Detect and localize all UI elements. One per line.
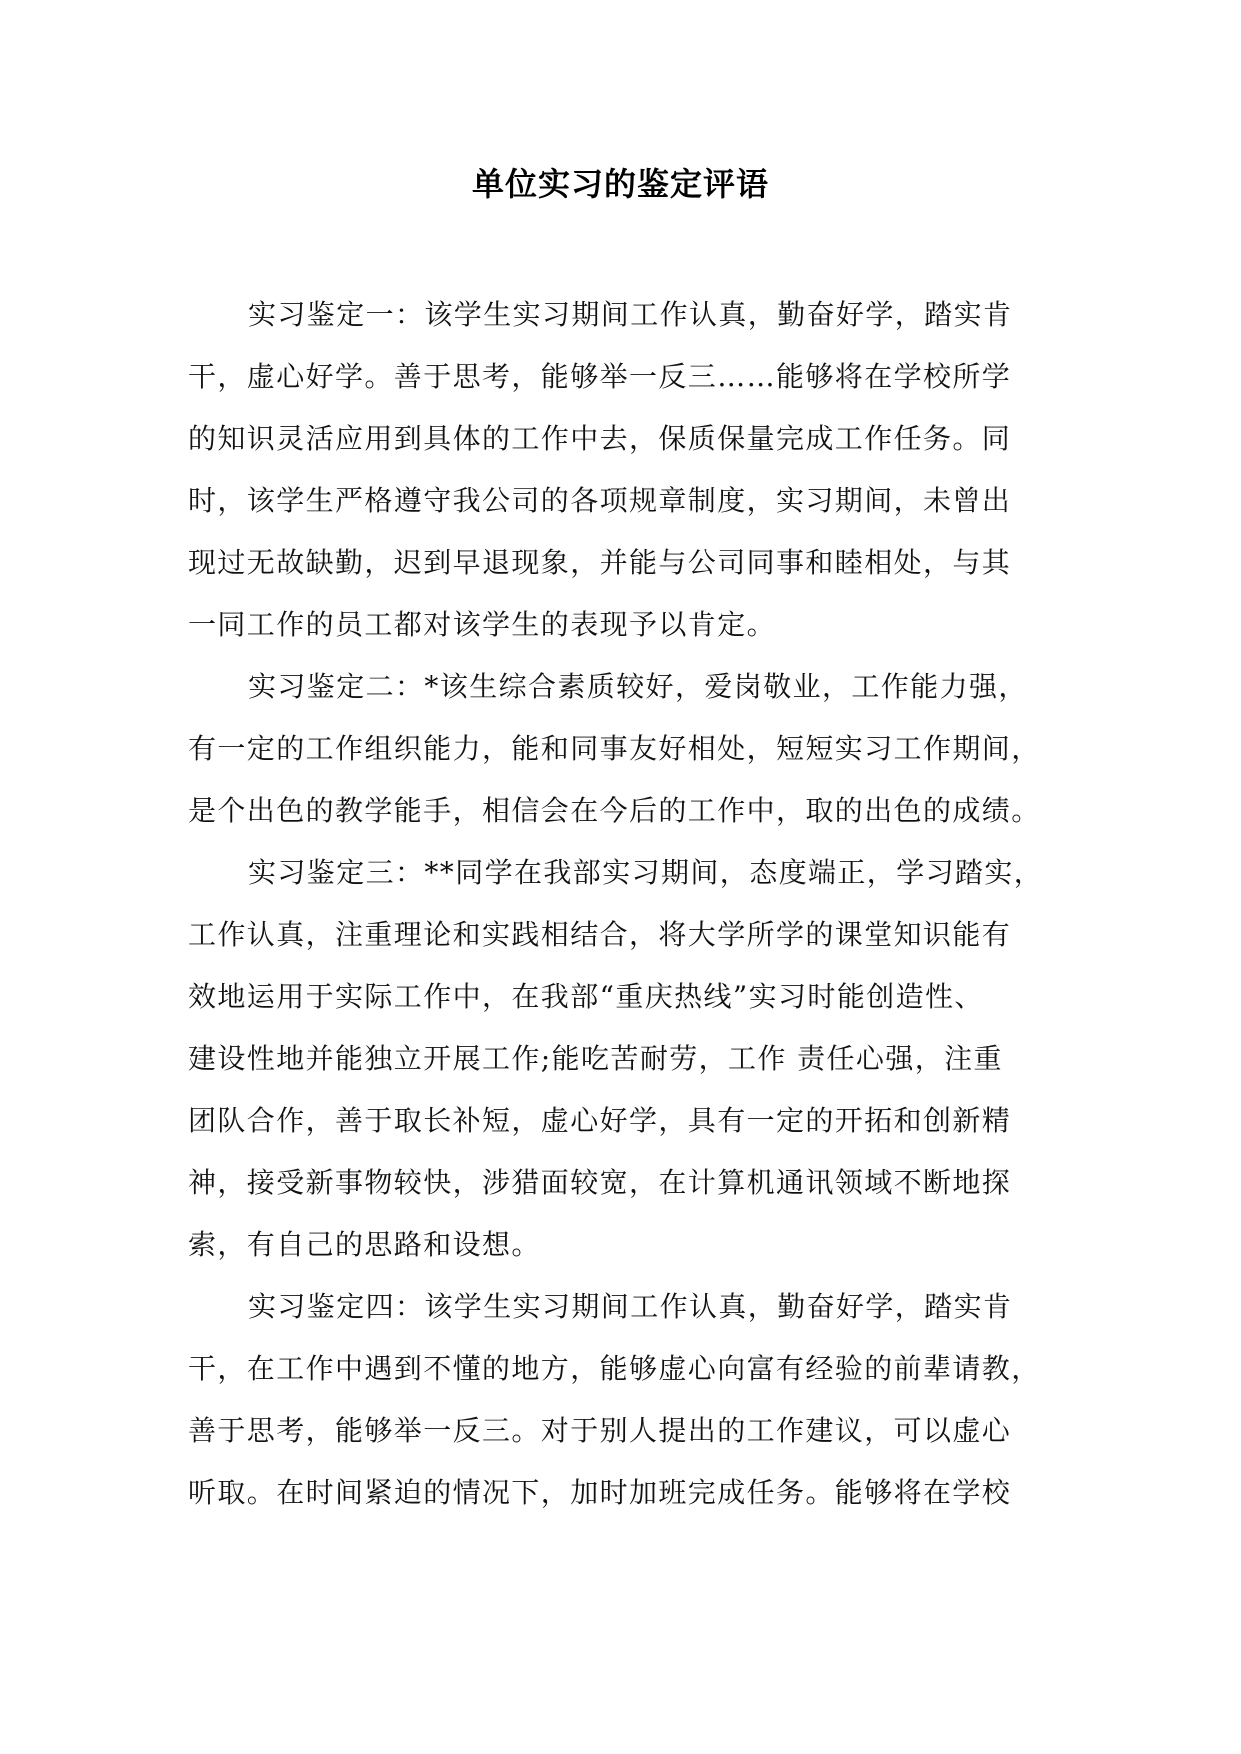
paragraph-line: 实习鉴定三：**同学在我部实习期间，态度端正，学习踏实，: [248, 856, 1044, 889]
paragraph-line: 神，接受新事物较快，涉猎面较宽，在计算机通讯领域不断地探: [188, 1166, 1012, 1199]
paragraph-line: 实习鉴定一：该学生实习期间工作认真，勤奋好学，踏实肯: [248, 298, 1013, 331]
paragraph-line: 团队合作，善于取长补短，虚心好学，具有一定的开拓和创新精: [188, 1104, 1012, 1137]
paragraph-2: [188, 656, 1050, 842]
paragraph-line: 现过无故缺勤，迟到早退现象，并能与公司同事和睦相处，与其: [188, 546, 1012, 579]
paragraph-line: 干，虚心好学。善于思考，能够举一反三……能够将在学校所学: [188, 360, 1012, 393]
paragraph-line: 是个出色的教学能手，相信会在今后的工作中，取的出色的成绩。: [188, 794, 1041, 827]
paragraph-line: 效地运用于实际工作中，在我部“重庆热线”实习时能创造性、: [188, 980, 984, 1013]
paragraph-line: 善于思考，能够举一反三。对于别人提出的工作建议，可以虚心: [188, 1414, 1012, 1447]
paragraph-line: 有一定的工作组织能力，能和同事友好相处，短短实习工作期间，: [188, 732, 1041, 765]
paragraph-line: 实习鉴定四：该学生实习期间工作认真，勤奋好学，踏实肯: [248, 1290, 1013, 1323]
paragraph-line: 工作认真，注重理论和实践相结合，将大学所学的课堂知识能有: [188, 918, 1012, 951]
paragraph-line: 建设性地并能独立开展工作;能吃苦耐劳，工作 责任心强，注重: [188, 1042, 1003, 1075]
paragraph-line: 干，在工作中遇到不懂的地方，能够虚心向富有经验的前辈请教，: [188, 1352, 1041, 1385]
document-body: [188, 284, 1050, 1524]
paragraph-3: [188, 842, 1050, 1276]
paragraph-line: 的知识灵活应用到具体的工作中去，保质保量完成工作任务。同: [188, 422, 1012, 455]
paragraph-line: 一同工作的员工都对该学生的表现予以肯定。: [188, 608, 777, 641]
paragraph-4: [188, 1276, 1050, 1524]
paragraph-line: 索，有自己的思路和设想。: [188, 1228, 541, 1261]
paragraph-1: [188, 284, 1050, 656]
paragraph-line: 听取。在时间紧迫的情况下，加时加班完成任务。能够将在学校: [188, 1476, 1012, 1509]
paragraph-line: 时，该学生严格遵守我公司的各项规章制度，实习期间，未曾出: [188, 484, 1012, 517]
paragraph-line: 实习鉴定二：*该生综合素质较好，爱岗敬业，工作能力强，: [248, 670, 1028, 703]
document-title: 单位实习的鉴定评语: [471, 165, 769, 203]
